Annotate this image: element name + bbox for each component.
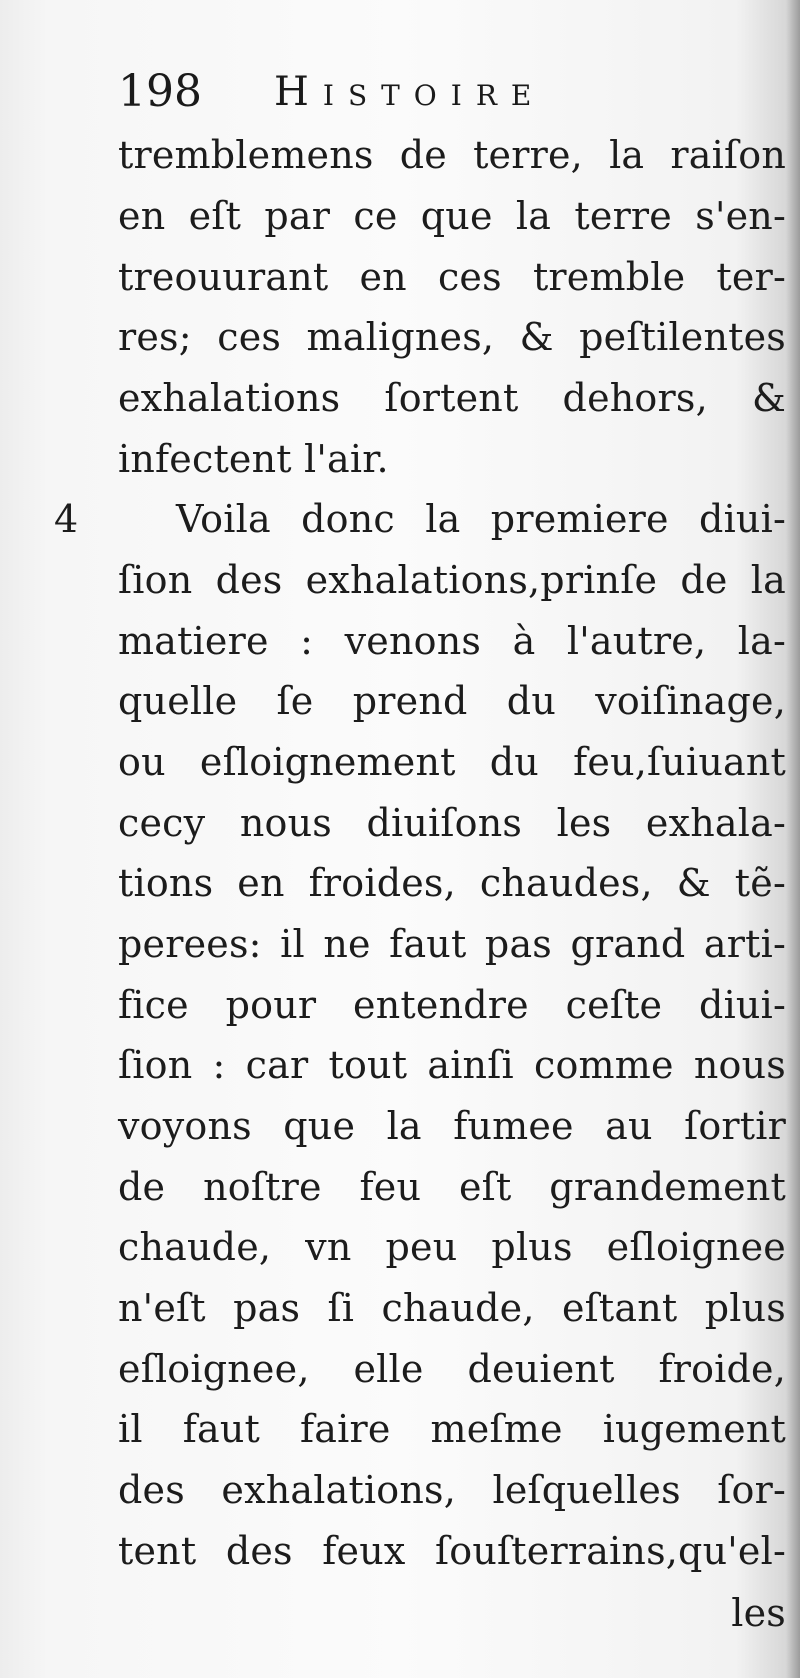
text-line: voyons que la fumee au ſortir (118, 1104, 786, 1148)
text-line: ou eſloignement du feu,ſuiuant (118, 740, 786, 784)
text-line: il faut faire meſme iugement (118, 1407, 786, 1451)
text-line: tent des feux ſouſterrains,qu'el- (118, 1529, 786, 1573)
text-line: quelle ſe prend du voiſinage, (118, 679, 786, 723)
text-line: en eſt par ce que la terre s'en- (118, 194, 786, 238)
running-head: Histoire (274, 69, 546, 115)
text-line: Voila donc la premiere diui- (176, 497, 786, 541)
page-edge-shadow (786, 0, 800, 1678)
text-line: ſion : car tout ainſi comme nous (118, 1043, 786, 1087)
text-line: exhalations ſortent dehors, & (118, 376, 786, 420)
text-line: perees: il ne faut pas grand arti- (118, 922, 786, 966)
text-line: tions en froides, chaudes, & tẽ- (118, 861, 786, 905)
text-line: fice pour entendre ceſte diui- (118, 983, 786, 1027)
text-line: des exhalations, leſquelles ſor- (118, 1468, 786, 1512)
paragraph-number: 4 (54, 497, 79, 541)
text-line: ſion des exhalations,prinſe de la (118, 558, 786, 602)
text-line: matiere : venons à l'autre, la- (118, 619, 786, 663)
text-line: treouurant en ces tremble ter- (118, 255, 786, 299)
text-line: eſloignee, elle deuient froide, (118, 1347, 786, 1391)
text-line: res; ces malignes, & peſtilentes (118, 315, 786, 359)
text-line: n'eſt pas ſi chaude, eſtant plus (118, 1286, 786, 1330)
text-line: chaude, vn peu plus eſloignee (118, 1225, 786, 1269)
page-header (118, 62, 778, 122)
text-line: de noſtre feu eſt grandement (118, 1165, 786, 1209)
text-line: infectent l'air. (118, 437, 389, 481)
text-line: cecy nous diuiſons les exhala- (118, 801, 786, 845)
page-number: 198 (118, 66, 202, 117)
text-line: tremblemens de terre, la raiſon (118, 133, 786, 177)
catchword: les (731, 1591, 786, 1635)
